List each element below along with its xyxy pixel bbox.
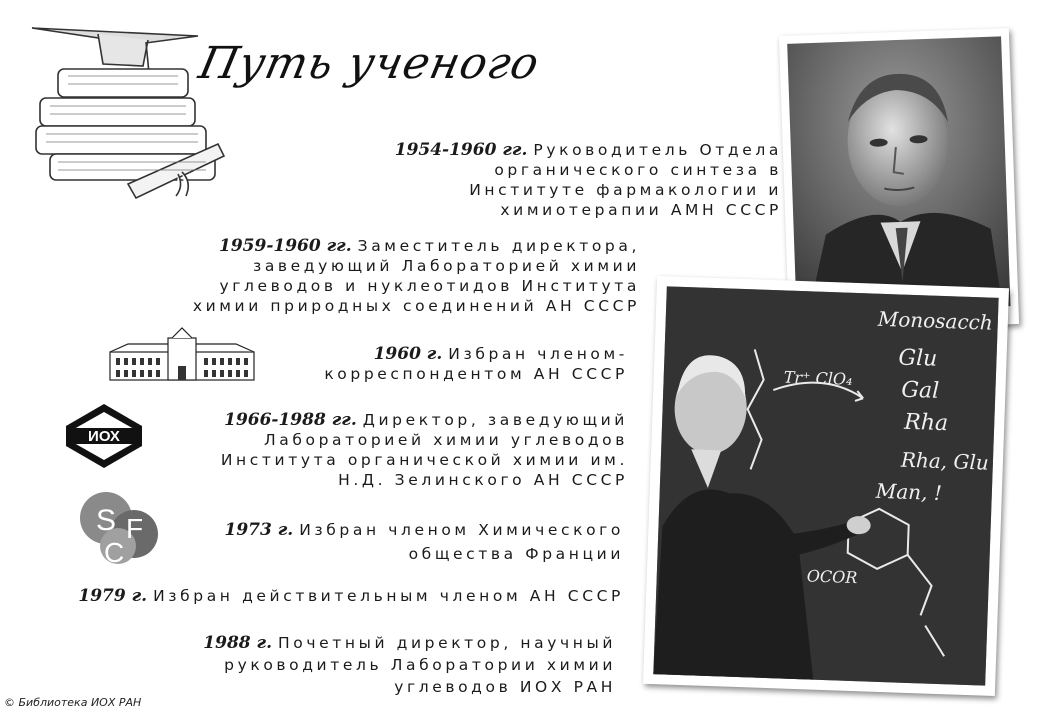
entry-line: Почетный директор, научный (278, 634, 616, 652)
timeline-entry-1960 (324, 344, 628, 384)
entry-line: Директор, заведующий (362, 411, 628, 429)
entry-year: 1960 г. (373, 344, 443, 364)
board-text: OCOR (806, 566, 858, 588)
ioh-logo (64, 402, 144, 470)
timeline-entry-1959 (193, 236, 640, 316)
board-text: Monosacch (877, 306, 994, 335)
board-text: Rha (903, 409, 949, 437)
entry-line: корреспондентом АН СССР (324, 365, 628, 383)
scf-logo (76, 490, 166, 568)
timeline-entry-1988 (203, 632, 616, 698)
scf-letter-f: F (126, 513, 144, 544)
entry-line: Института органической химии им. (220, 451, 628, 469)
timeline-entry-1973 (225, 518, 625, 566)
entry-line: углеводов и нуклеотидов Института (219, 277, 640, 295)
board-text: Man, ! (875, 478, 943, 506)
page-title: Путь ученого (194, 38, 545, 89)
board-text: Gal (900, 377, 940, 404)
timeline-entry-1966 (221, 410, 628, 490)
entry-line: химиотерапии АМН СССР (500, 201, 782, 219)
board-text: Tr⁺ ClO₄ (783, 367, 853, 389)
entry-line: Руководитель Отдела (533, 141, 782, 159)
timeline-entry-1954 (395, 140, 782, 220)
entry-line: Избран членом Химического (299, 521, 624, 539)
timeline-entry-1979 (78, 586, 624, 606)
entry-line: Н.Д. Зелинского АН СССР (338, 471, 628, 489)
entry-line: Избран действительным членом АН СССР (153, 587, 624, 605)
entry-year: 1973 г. (224, 520, 294, 540)
credit-text: © Библиотека ИОХ РАН (4, 696, 142, 709)
entry-year: 1979 г. (78, 586, 148, 606)
entry-line: Избран членом- (448, 345, 628, 363)
academy-building-icon (108, 326, 256, 382)
entry-line: Заместитель директора, (357, 237, 640, 255)
entry-line: углеводов ИОХ РАН (394, 678, 616, 696)
entry-year: 1959-1960 гг. (219, 236, 352, 256)
entry-line: химии природных соединений АН СССР (192, 297, 640, 315)
blackboard-photo (643, 276, 1009, 696)
board-text: Glu (898, 345, 938, 372)
ioh-logo-text: ИОХ (88, 428, 120, 445)
entry-line: общества Франции (408, 545, 624, 563)
scf-letter-c: C (104, 537, 125, 568)
entry-line: органического синтеза в (494, 161, 782, 179)
entry-line: Институте фармакологии и (469, 181, 782, 199)
scf-letter-s: S (96, 504, 117, 537)
entry-line: руководитель Лаборатории химии (224, 656, 616, 674)
entry-line: заведующий Лабораторией химии (252, 257, 640, 275)
entry-year: 1988 г. (203, 633, 273, 653)
entry-year: 1966-1988 гг. (224, 410, 357, 430)
board-text: Rha, Glu (900, 447, 990, 475)
entry-line: Лабораторией химии углеводов (263, 431, 628, 449)
entry-year: 1954-1960 гг. (394, 140, 528, 160)
